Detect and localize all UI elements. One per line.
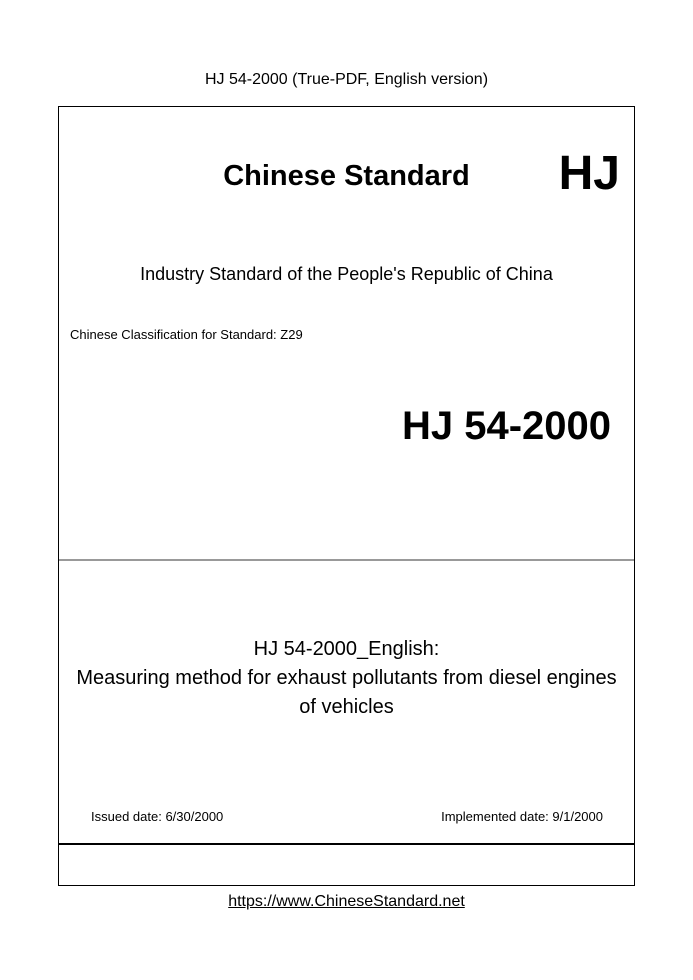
document-title-line: Measuring method for exhaust pollutants from diesel engines bbox=[76, 667, 617, 689]
document-title-line: HJ 54-2000_English: bbox=[253, 638, 440, 660]
page-header: HJ 54-2000 (True-PDF, English version) bbox=[204, 71, 489, 88]
website-link[interactable]: https://www.ChineseStandard.net bbox=[228, 893, 465, 910]
industry-standard-line: Industry Standard of the People's Republic of China bbox=[140, 264, 553, 284]
classification-line: Chinese Classification for Standard: Z29 bbox=[70, 327, 303, 342]
issued-date: Issued date: 6/30/2000 bbox=[91, 809, 224, 824]
standard-code: HJ bbox=[558, 147, 620, 200]
document-title bbox=[59, 635, 634, 722]
standard-title: Chinese Standard bbox=[223, 160, 470, 192]
section-divider bbox=[59, 559, 634, 561]
footer-divider bbox=[59, 843, 634, 845]
implemented-date: Implemented date: 9/1/2000 bbox=[441, 809, 603, 824]
cover-frame bbox=[58, 106, 635, 886]
document-number: HJ 54-2000 bbox=[401, 404, 611, 448]
document-title-line: of vehicles bbox=[299, 696, 394, 718]
